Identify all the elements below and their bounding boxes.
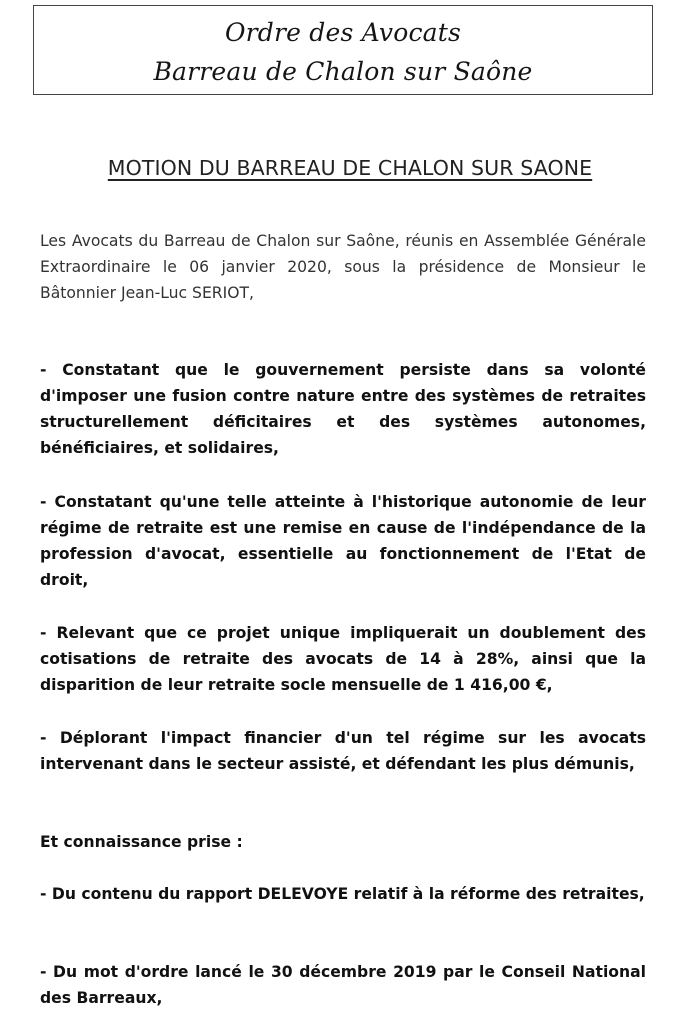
letterhead-line-order: Ordre des Avocats (224, 18, 462, 47)
paragraph-deplorant-impact: - Déplorant l'impact financier d'un tel régime sur les avocats intervenant dans le secteur assisté, et défendant les plus démunis, (40, 729, 646, 773)
intro-paragraph: Les Avocats du Barreau de Chalon sur Saône, réunis en Assemblée Générale Extraordinaire le 06 janvier 2020, sous la présidence de Monsieur le Bâtonnier Jean-Luc SERIOT, (40, 232, 646, 302)
paragraph-rapport-delevoye: - Du contenu du rapport DELEVOYE relatif à la réforme des retraites, (40, 885, 645, 903)
paragraph-connaissance-prise: Et connaissance prise : (40, 833, 243, 851)
letterhead-line-bar: Barreau de Chalon sur Saône (153, 57, 533, 86)
letterhead-box (33, 5, 653, 95)
paragraph-mot-ordre-cnb: - Du mot d'ordre lancé le 30 décembre 2019 par le Conseil National des Barreaux, (40, 963, 646, 1007)
document-title: MOTION DU BARREAU DE CHALON SUR SAONE (107, 156, 593, 180)
paragraph-constatant-fusion: - Constatant que le gouvernement persiste dans sa volonté d'imposer une fusion contre nature entre des systèmes de retraites structurellement déficitaires et des systèmes autonomes, bénéficiaires, et solidaires, (40, 361, 646, 457)
paragraph-constatant-autonomie: - Constatant qu'une telle atteinte à l'historique autonomie de leur régime de retraite est une remise en cause de l'indépendance de la profession d'avocat, essentielle au fonctionnement de l'Etat de droit, (40, 493, 646, 589)
paragraph-relevant-cotisations: - Relevant que ce projet unique impliquerait un doublement des cotisations de retraite des avocats de 14 à 28%, ainsi que la disparition de leur retraite socle mensuelle de 1 416,00 €, (40, 624, 646, 694)
